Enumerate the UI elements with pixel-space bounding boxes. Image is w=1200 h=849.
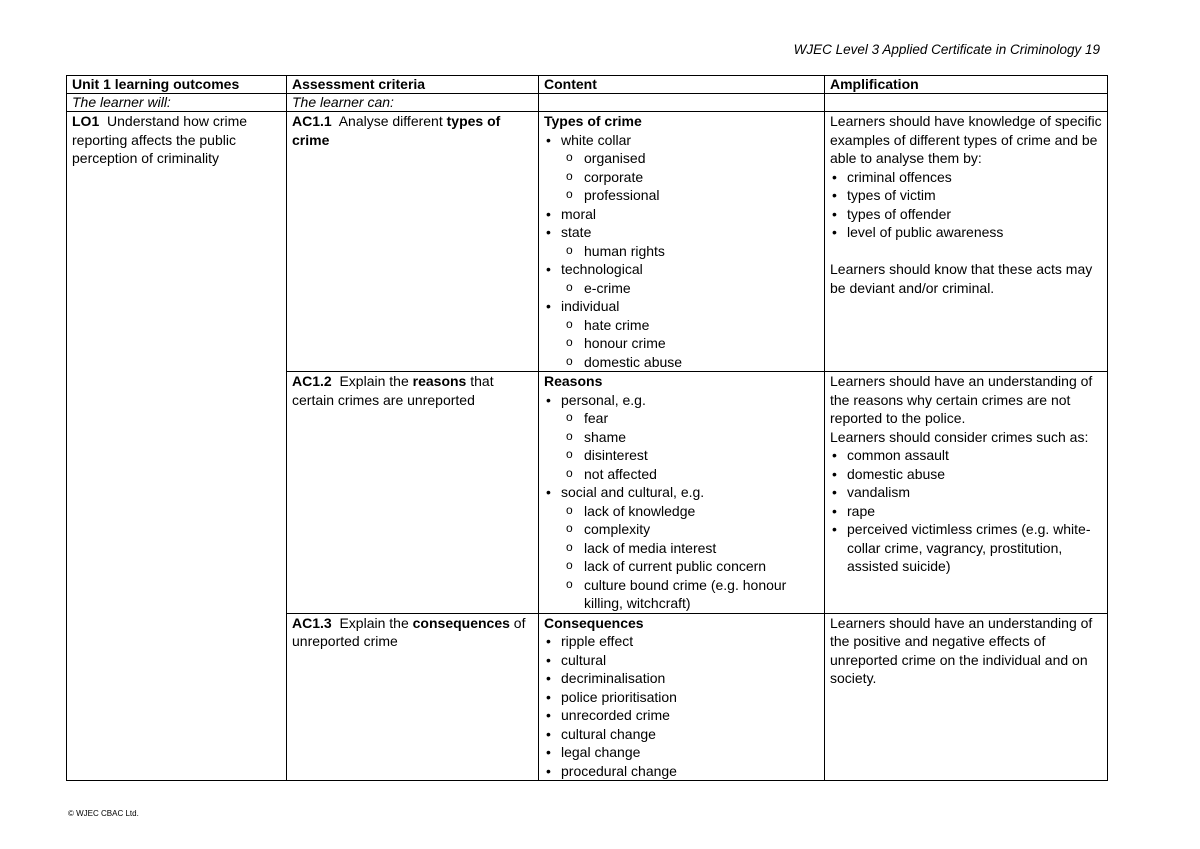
amplification-text: Learners should have an understanding of the reasons why certain crimes are not reported to the police. (830, 373, 1093, 426)
list-item: • level of public awareness (830, 223, 1102, 242)
list-item: o culture bound crime (e.g. honour killing, witchcraft) (544, 576, 819, 613)
criteria-cell-ac1-3: AC1.3 Explain the consequences of unreported crime (287, 613, 539, 781)
list-item: • social and cultural, e.g. (544, 483, 819, 502)
list-item: • technological (544, 260, 819, 279)
list-item: o corporate (544, 168, 819, 187)
content-cell-ac1-3 (539, 613, 825, 781)
list-item: • personal, e.g. (544, 391, 819, 410)
ac-code: AC1.1 (292, 113, 332, 129)
header-row (67, 76, 1108, 94)
learning-outcome-cell (67, 112, 287, 781)
list-item: o organised (544, 149, 819, 168)
amplification-cell-ac1-2 (825, 372, 1108, 614)
criteria-cell-ac1-1: AC1.1 Analyse different types of crime (287, 112, 539, 372)
list-item: o professional (544, 186, 819, 205)
content-cell-ac1-2 (539, 372, 825, 614)
list-item: o shame (544, 428, 819, 447)
list-item: • common assault (830, 446, 1102, 465)
list-item: • perceived victimless crimes (e.g. white-collar crime, vagrancy, prostitution, assisted suicide) (830, 520, 1102, 576)
list-item: • decriminalisation (544, 669, 819, 688)
amplification-text: Learners should have knowledge of specific examples of different types of crime and be able to analyse them by: (830, 113, 1102, 166)
list-item: • domestic abuse (830, 465, 1102, 484)
list-item: • state (544, 223, 819, 242)
list-item: • white collar (544, 131, 819, 150)
amplification-text: Learners should know that these acts may be deviant and/or criminal. (830, 261, 1093, 296)
criteria-cell-ac1-2: AC1.2 Explain the reasons that certain crimes are unreported (287, 372, 539, 614)
spec-table (66, 75, 1108, 781)
amplification-text: Learners should consider crimes such as: (830, 428, 1089, 445)
col-header-criteria: Assessment criteria (287, 76, 539, 94)
list-item: • criminal offences (830, 168, 1102, 187)
ac-code: AC1.3 (292, 614, 332, 631)
list-item: • types of offender (830, 205, 1102, 224)
list-item: o fear (544, 409, 819, 428)
list-item: • procedural change (544, 762, 819, 781)
learner-can: The learner can: (287, 94, 539, 112)
page-footer: © WJEC CBAC Ltd. (68, 809, 139, 818)
content-cell-ac1-1 (539, 112, 825, 372)
subheader-row (67, 94, 1108, 112)
list-item: • ripple effect (544, 632, 819, 651)
list-item: • legal change (544, 743, 819, 762)
list-item: o domestic abuse (544, 353, 819, 372)
list-item: • cultural change (544, 725, 819, 744)
table-row-ac1-1 (67, 112, 1108, 372)
learner-will: The learner will: (67, 94, 287, 112)
list-item: o hate crime (544, 316, 819, 335)
list-item: • unrecorded crime (544, 706, 819, 725)
list-item: o lack of media interest (544, 539, 819, 558)
content-title: Consequences (544, 614, 644, 631)
list-item: o honour crime (544, 334, 819, 353)
page-header: WJEC Level 3 Applied Certificate in Criminology 19 (793, 42, 1100, 57)
ac-code: AC1.2 (292, 373, 332, 389)
list-item: o e-crime (544, 279, 819, 298)
content-title: Types of crime (544, 113, 642, 129)
col-header-amplification: Amplification (825, 76, 1108, 94)
list-item: • moral (544, 205, 819, 224)
list-item: • types of victim (830, 186, 1102, 205)
lo-text: Understand how crime reporting affects the public perception of criminality (72, 113, 248, 166)
col-header-content: Content (539, 76, 825, 94)
list-item: • police prioritisation (544, 688, 819, 707)
list-item: o not affected (544, 465, 819, 484)
amplification-cell-ac1-3 (825, 613, 1108, 781)
list-item: o human rights (544, 242, 819, 261)
list-item: o lack of knowledge (544, 502, 819, 521)
list-item: o disinterest (544, 446, 819, 465)
list-item: o complexity (544, 520, 819, 539)
list-item: • cultural (544, 651, 819, 670)
amplification-text: Learners should have an understanding of the positive and negative effects of unreported crime on the individual and on society. (830, 614, 1093, 686)
lo-code: LO1 (72, 113, 100, 129)
col-header-outcomes: Unit 1 learning outcomes (67, 76, 287, 94)
amplification-cell-ac1-1 (825, 112, 1108, 372)
list-item: o lack of current public concern (544, 557, 819, 576)
list-item: • individual (544, 297, 819, 316)
content-title: Reasons (544, 373, 603, 389)
list-item: • vandalism (830, 483, 1102, 502)
list-item: • rape (830, 502, 1102, 521)
